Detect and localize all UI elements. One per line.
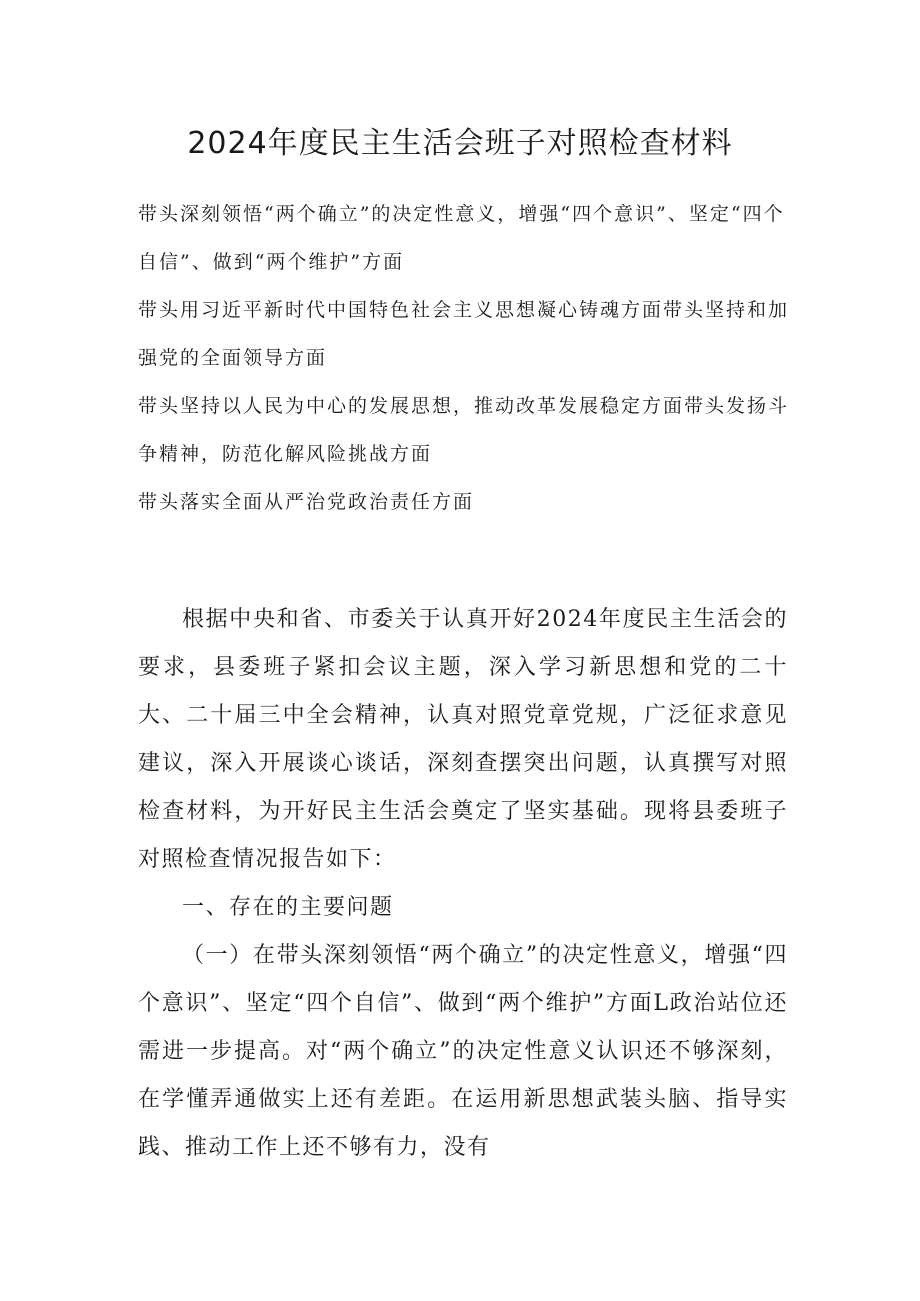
outline-item: 带头落实全面从严治党政治责任方面	[138, 491, 475, 513]
outline-list	[138, 190, 798, 526]
outline-item: 带头坚持以人民为中心的发展思想，推动改革发展稳定方面带头发扬斗争精神，防范化解风险挑战方面	[138, 395, 790, 465]
subsection-paragraph: （一）在带头深刻领悟“两个确立”的决定性意义，增强“四个意识”、坚定“四个自信”、做到“两个维护”方面L政治站位还需进一步提高。对“两个确立”的决定性意义认识还不够深刻，在学懂弄通做实上还有差距。在运用新思想武装头脑、指导实践、推动工作上还不够有力，没有	[138, 943, 788, 1160]
intro-paragraph: 根据中央和省、市委关于认真开好2024年度民主生活会的要求，县委班子紧扣会议主题，深入学习新思想和党的二十大、二十届三中全会精神，认真对照党章党规，广泛征求意见建议，深入开展谈心谈话，深刻查摆突出问题，认真撰写对照检查材料，为开好民主生活会奠定了坚实基础。现将县委班子对照检查情况报告如下：	[138, 607, 788, 872]
outline-item: 带头用习近平新时代中国特色社会主义思想凝心铸魂方面带头坚持和加强党的全面领导方面	[138, 299, 790, 369]
outline-item: 带头深刻领悟“两个确立”的决定性意义，增强“四个意识”、坚定“四个自信”、做到“两个维护”方面	[138, 203, 785, 273]
document-title: 2024年度民主生活会班子对照检查材料	[187, 126, 733, 161]
section-heading: 一、存在的主要问题	[182, 895, 394, 920]
document-body	[138, 596, 788, 1172]
